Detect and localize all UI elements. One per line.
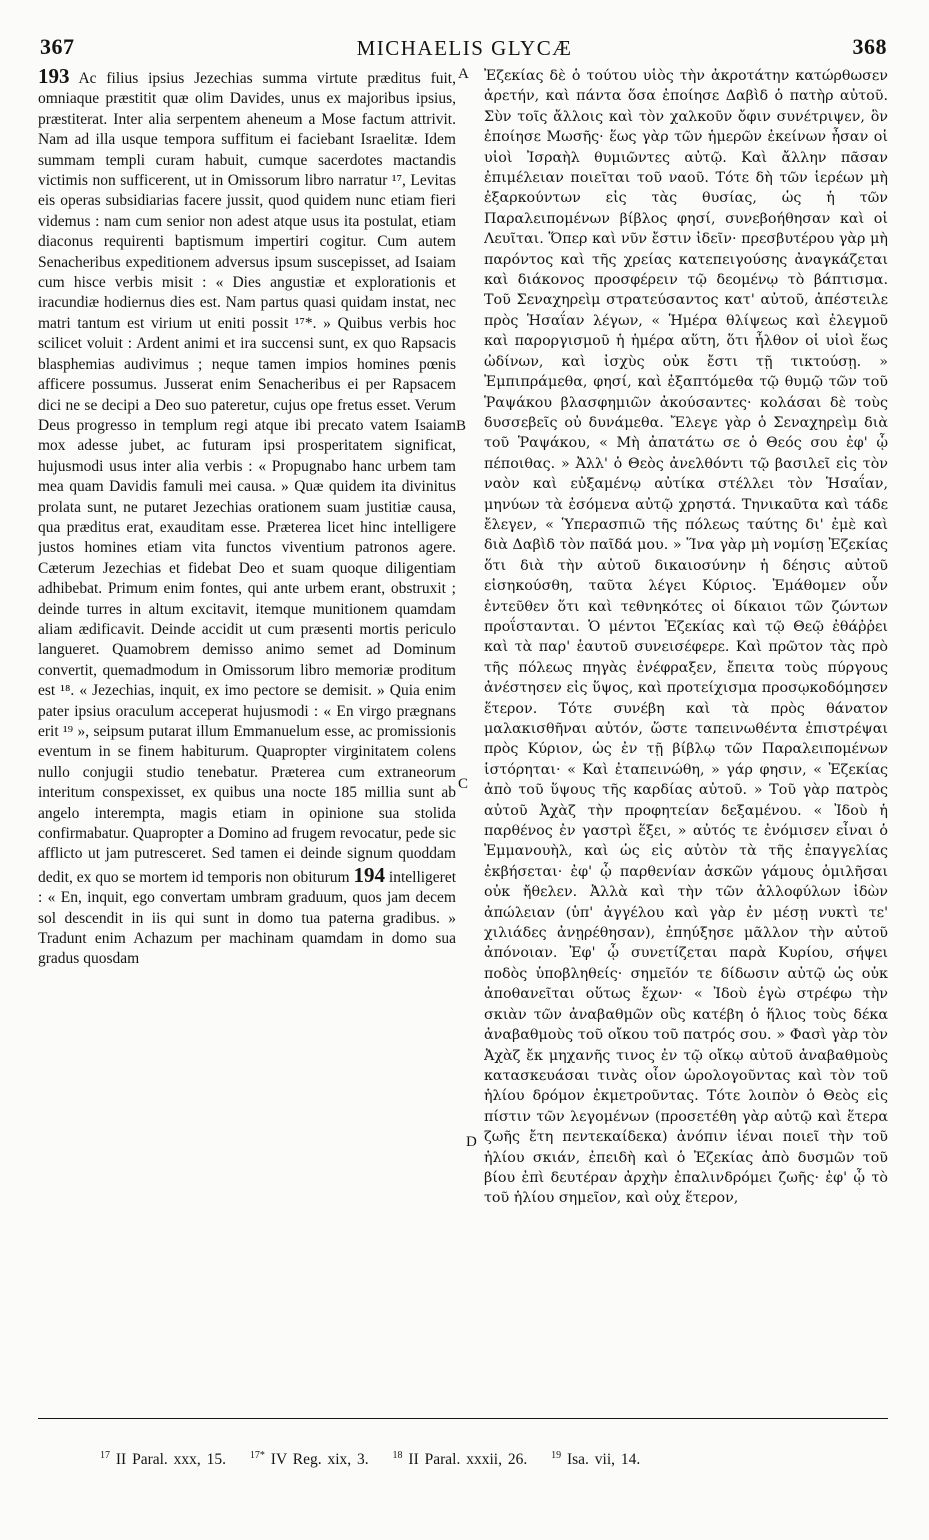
latin-column — [38, 66, 456, 1396]
footnote — [551, 1451, 640, 1468]
footnote-mark: 17* — [249, 1450, 265, 1461]
margin-letter-d: D — [466, 1134, 477, 1150]
footnote-mark: 17 — [100, 1450, 110, 1461]
left-page-number: 367 — [40, 34, 75, 59]
footnotes — [100, 1450, 658, 1469]
footnote — [250, 1451, 369, 1468]
latin-paragraph — [38, 66, 456, 970]
footnote — [393, 1451, 528, 1468]
margin-letter-b: B — [456, 418, 467, 434]
footnote-mark: 18 — [392, 1450, 403, 1461]
section-number-mid: 194 — [353, 862, 385, 887]
right-page-number: 368 — [852, 34, 887, 59]
margin-letter-c: C — [458, 776, 469, 792]
greek-text: Ἐζεκίας δὲ ὁ τούτου υἱὸς τὴν ἀκροτάτην κατώρθωσεν ἀρετήν, καὶ πάντα ὅσα ἐποίησε Δαβὶδ ὁ πατὴρ αὐτοῦ. Σὺν τοῖς ἄλλοις καὶ τὸν χαλκοῦν ὄφιν συνέτριψεν, ὃν ἐποίησε Μωσῆς· ἕως γὰρ τῶν ἡμερῶν ἐκείνων ἦσαν οἱ υἱοὶ Ἰσραὴλ θυμιῶντες αὐτῷ. Καὶ ἄλλην πᾶσαν ἐπιμέλειαν ποιεῖται τοῦ ναοῦ. Τότε δὴ τῶν ἱερέων μὴ ἐξαρκούντων εἰς τὰς θυσίας, ὡς ἡ τῶν Παραλειπομένων βίβλος φησί, συνεβοήθησαν καὶ οἱ Λευῖται. Ὅπερ καὶ νῦν ἔστιν ἰδεῖν· πρεσβυτέρου γὰρ μὴ παρόντος καὶ τῆς χρείας κατεπειγούσης ἀναγκάζεται καὶ διάκονος προσφέρειν τῷ δεομένῳ τὸ βάπτισμα. Τοῦ Σεναχηρεὶμ στρατεύσαντος κατ' αὐτοῦ, ἀπέστειλε πρὸς Ἡσαΐαν λέγων, « Ἡμέρα θλίψεως καὶ ἐλεγμοῦ καὶ παροργισμοῦ ἡ ἡμέρα αὕτη, ὅτι ἦλθον οἱ υἱοὶ ἕως ὠδίνων, καὶ ἰσχὺς οὐκ ἔστι τῇ τικτούσῃ. » Ἐμπιπράμεθα, φησί, καὶ ἐξαπτόμεθα τῷ θυμῷ τῶν τοῦ Ῥαψάκου βλασφημιῶν ἀκούσαντες· κολάσαι δὲ τοὺς δυσσεβεῖς οὐ δυνάμεθα. Ἔλεγε γὰρ ὁ Σεναχηρεὶμ διὰ τοῦ Ῥαψάκου, « Μὴ ἀπατάτω σε ὁ Θεός σου ἐφ' ᾧ πέποιθας. » Ἀλλ' ὁ Θεὸς ἀνελθόντι τῷ βασιλεῖ εἰς τὸν ναὸν καὶ εὐξαμένῳ αὐτίκα στέλλει τὸν Ἡσαΐαν, μηνύων τὰ ἐσόμενα αὐτῷ χρηστά. Τηνικαῦτα καὶ τάδε ἔλεγεν, « Ὑπερασπιῶ τῆς πόλεως ταύτης δι' ἐμὲ καὶ διὰ Δαβὶδ τὸν παῖδά μου. » Ἵνα γὰρ μὴ νομίσῃ Ἐζεκίας ὅτι διὰ τὴν αὐτοῦ δικαιοσύνην ἡ δέησις αὐτοῦ εἰσηκούσθη, ταῦτα λέγει Κύριος. Ἐμάθομεν οὖν ἐντεῦθεν ὅτι καὶ τεθνηκότες οἱ δίκαιοι τῶν ζώντων προΐστανται. Ὁ μέντοι Ἐζεκίας καὶ τῷ Θεῷ ἐθάῤῥει καὶ τὰ παρ' ἑαυτοῦ συνεισέφερε. Καὶ πρῶτον τὰς πρὸ τῆς πόλεως πηγὰς ἐνέφραξεν, ἔπειτα τοὺς πύργους ἀνέστησεν εἰς ὕψος, καὶ προτείχισμα προσῳκοδόμησεν ἕτερον. Τότε συνέβη καὶ τὰ πρὸς θάνατον μαλακισθῆναι αὐτόν, ὥστε ταπεινωθέντα ἐπιστρέψαι πρὸς Κύριον, ὡς ἐν τῇ βίβλῳ τῶν Παραλειπομένων ἱστόρηται· « Καὶ ἐταπεινώθη, » γάρ φησιν, « Ἐζεκίας ἀπὸ τοῦ ὕψους τῆς καρδίας αὐτοῦ. » Τοῦ γὰρ πατρὸς αὐτοῦ Ἀχὰζ τὴν προφητείαν δεξαμένου. « Ἰδοὺ ἡ παρθένος ἐν γαστρὶ ἕξει, » αὐτός τε ἐνόμισεν εἶναι ὁ Ἐμμανουὴλ, καὶ ὡς εἰς αὐτὸν τὰ τῆς ἐπαγγελίας ἐκβήσεται· ἐφ' ᾧ παρθενίαν ἀσκῶν γάμους ὁμιλῆσαι οὐκ ἤθελεν. Ἀλλὰ καὶ τὴν τῶν ἀλλοφύλων ἰδὼν ἀπώλειαν (ὑπ' ἀγγέλου καὶ γὰρ ἐν μέσῃ νυκτὶ τε' χιλιάδες ἀνῃρέθησαν), ἐπηύξησε μᾶλλον τὴν αὐτοῦ ἀπόνοιαν. Ἐφ' ᾧ συνετίζεται παρὰ Κυρίου, σήψει ποδὸς ὑποβληθείς· σημεῖόν τε δίδωσιν αὐτῷ ὡς οὐκ ἀποθανεῖται οὕτως ἔχων· « Ἰδοὺ ἐγὼ στρέφω τὴν σκιὰν τῶν ἀναβαθμῶν οὓς κατέβη ὁ ἥλιος τοὺς δέκα ἀναβαθμοὺς τοῦ οἴκου τοῦ πατρός σου. » Φασὶ γὰρ τὸν Ἀχὰζ ἔκ μηχανῆς τινος ἐν τῷ οἴκῳ αὐτοῦ ἀναβαθμοὺς κατασκευάσαι τινὰς οἷον ὡρολογοῦντας καὶ τὸν τοῦ ἡλίου δρόμον ἐκμετροῦντας. Τότε λοιπὸν ὁ Θεὸς εἰς πίστιν τῶν λεγομένων (προσετέθη γὰρ αὐτῷ καὶ ἕτερα ζωῆς ἔτη πεντεκαίδεκα) ἀνόπιν ἰέναι ποιεῖ τὴν τοῦ ἡλίου σκιάν, ἐπειδὴ καὶ ὁ Ἐζεκίας ἀπὸ δυσμῶν τοῦ βίου ἐπὶ δευτέραν ἀρχὴν ἐπαλινδρόμει ζωῆς· ἐφ' ᾧ τὸ τοῦ ἡλίου σημεῖον, καὶ οὐχ ἕτερον, — [484, 68, 888, 1207]
footnote-divider — [38, 1418, 888, 1419]
latin-text-part-1: Ac filius ipsius Jezechias summa virtute præditus fuit, omniaque præstitit quæ olim Davides, unus ex majoribus ipsius, præstiterat. Inter alia serpentem aheneum a Mose factum attrivit. Nam ad illa usque tempora suffitum ei faciebant Israelitæ. Idem summam templi curam habuit, cumque sacerdotes mactandis victimis non sufficerent, ut in Omissorum libro narratur ¹⁷, Levitas eis operas subsidiarias facere jussit, quod quidem nunc etiam fieri videmus : nam cum senior non adest atque usus ita postulat, etiam diaconus requirenti baptismum impertiri cogitur. Cum autem Senacheribus expeditionem adversus ipsum suscepisset, ad Isaiam cum hisce verbis misit : « Dies angustiæ et explorationis et iracundiæ hodiernus dies est. Nam partus quasi quidam instat, nec matri tantum est virium ut eniti possit ¹⁷*. » Quibus verbis hoc scilicet voluit : Ardent animi et ira succensi sunt, ex quo Rapsacis blasphemias audivimus ; neque tamen impios homines pœnis afficere possumus. Jusserat enim Senacheribus ei per Rapsacem dici ne se decipi a Deo suo pateretur, cujus ope fretus esset. Verum Deus progresso in templum regi atque ibi precato vatem Isaiam mox adesse jubet, ac futuram ipsi prosperitatem significat, hujusmodi usus inter alia verbis : « Propugnabo hanc urbem tam mea quam Davidis famuli mei causa. » Quæ quidem ita divinitus prolata sunt, ne putaret Jezechias orationem suam justitiæ causa, qua præditus erat, exauditam esse. Præterea licet hinc intelligere justos homines etiam vita functos viventium patronos agere. Cæterum Jezechias et fidebat Deo et suam quoque diligentiam adhibebat. Primum enim fontes, qui ante urbem erant, obstruxit ; deinde turres in altum excitavit, itemque munitionem quamdam aliam ædificavit. Deinde accidit ut cum præsenti mortis periculo langueret. Quamobrem demisso animo semet ad Dominum convertit, quemadmodum in Omissorum libro memoriæ proditum est ¹⁸. « Jezechias, inquit, ex imo pectore se demisit. » Quia enim pater ipsius oraculum acceperat hujusmodi : « En virgo prægnans erit ¹⁹ », seipsum putarat illum Emmanuelum esse, ac promissionis eventum in se finem habiturum. Quapropter virginitatem colens nullo conjugii studio tenebatur. Præterea cum extraneorum interitum conspexisset, ex quibus una nocte 185 millia sunt ab angelo interempta, magis etiam in opinione sua stolida confirmabatur. Quapropter a Domino ad frugem revocatur, pede sic afflicto ut jam putresceret. Sed tamen ei deinde signum quoddam dedit, ex quo se mortem id temporis non obiturum — [38, 70, 456, 886]
margin-letter-a: A — [458, 66, 469, 82]
running-title: MICHAELIS GLYCÆ — [356, 36, 573, 60]
footnote-text: II Paral. xxx, 15. — [115, 1451, 227, 1469]
section-number-start: 193 — [38, 66, 70, 88]
footnote — [100, 1451, 226, 1468]
footnote-text: IV Reg. xix, 3. — [270, 1451, 369, 1469]
greek-column — [484, 66, 888, 1396]
footnote-mark: 19 — [551, 1450, 562, 1461]
footnote-text: Isa. vii, 14. — [566, 1451, 641, 1469]
footnote-text: II Paral. xxxii, 26. — [408, 1451, 528, 1469]
latin-text-part-2: intelligeret : « En, inquit, ego convertam umbram graduum, quos jam decem sol descendit in iis qui sunt in domo tua paterna gradibus. » Tradunt enim Achazum per machinam quamdam in domo sua gradus quosdam — [38, 868, 456, 968]
